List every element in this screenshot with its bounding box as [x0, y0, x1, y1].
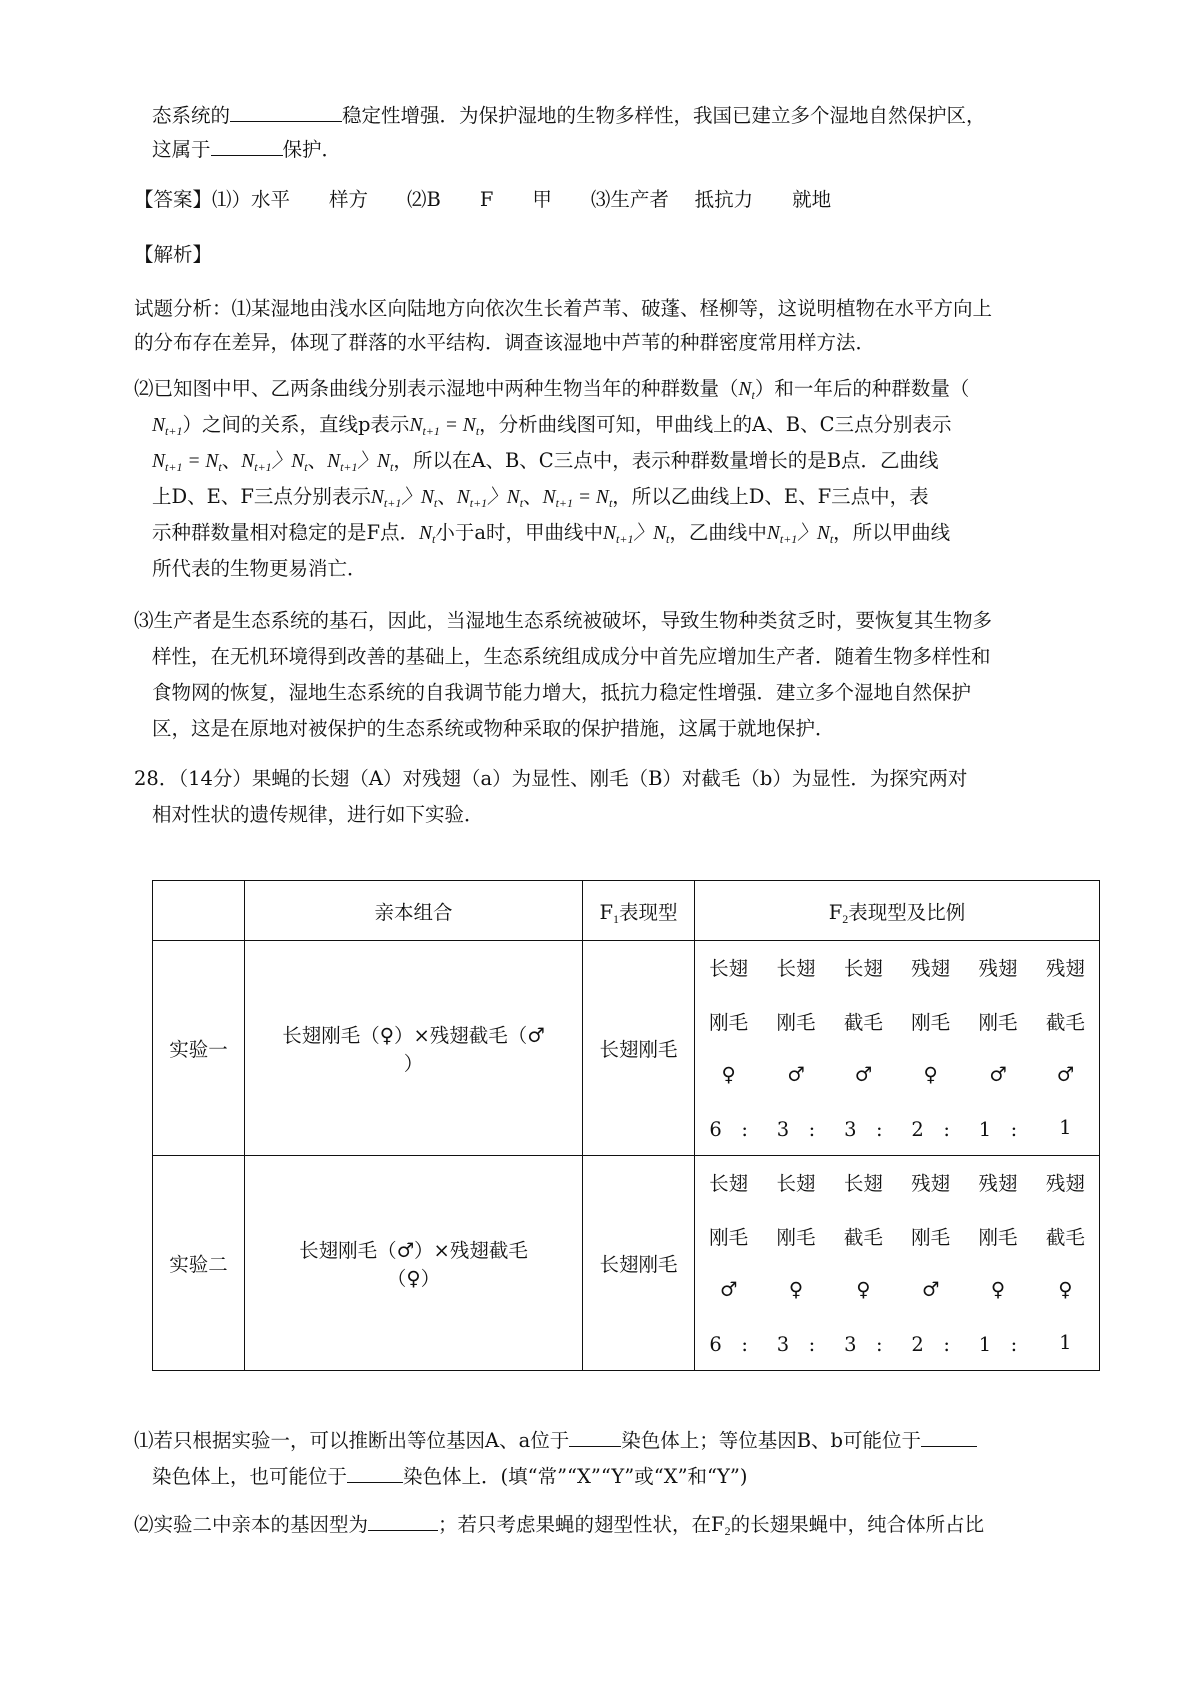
analysis-p2-line6: 所代表的生物更易消亡．: [152, 557, 367, 580]
table-row: [153, 941, 1100, 1156]
blank-protection-type: [211, 133, 283, 156]
f2-bristle: 截毛: [843, 1010, 883, 1034]
f2-sex: ♀: [923, 1062, 938, 1086]
blank-bb-chromosome-1: [921, 1424, 977, 1447]
f1-phenotype: 长翅刚毛: [583, 941, 695, 1156]
f2-ratio: 1 :: [978, 1332, 1018, 1356]
f2-ratio: 6 :: [709, 1332, 748, 1356]
blank-bb-chromosome-2: [347, 1460, 403, 1483]
f2-wing: 残翅: [1045, 1172, 1085, 1195]
analysis-p2-line5: 示种群数量相对稳定的是F点．$N_t$小于a时，甲曲线中$N_{t+1}$〉$N_t$，乙曲线中$N_{t+1}$〉$N_t$，所以甲曲线: [152, 521, 951, 546]
question-1-line2: 染色体上，也可能位于 染色体上．(填“常”“X”“Y”或“X”和“Y”): [152, 1460, 747, 1494]
analysis-p3-line3: 食物网的恢复，湿地生态系统的自我调节能力增大，抵抗力稳定性增强．建立多个湿地自然保护: [152, 681, 972, 704]
blank-stability-type: [230, 99, 342, 122]
f2-sex: ♂: [719, 1277, 738, 1301]
f2-wing: 残翅: [978, 957, 1018, 980]
experiment-table: [152, 880, 1100, 1371]
f2-bristle: 截毛: [843, 1225, 883, 1249]
f2-sex: ♂: [787, 1062, 805, 1086]
parents-cell: 长翅刚毛（♂）×残翅截毛 （♀）: [245, 1156, 583, 1371]
parents-cell: 长翅刚毛（♀）×残翅截毛（♂ ）: [245, 941, 583, 1156]
f2-wing: 长翅: [776, 957, 816, 980]
f2-ratio: 3 :: [776, 1332, 816, 1356]
f2-bristle: 刚毛: [978, 1225, 1018, 1249]
f2-sex: ♀: [856, 1277, 871, 1301]
f2-ratio: 1: [1059, 1331, 1072, 1354]
question-1-line1: ⑴若只根据实验一，可以推断出等位基因A、a位于 染色体上；等位基因B、b可能位于: [134, 1424, 977, 1458]
header-f2: $F_2$表现型及比例: [695, 881, 1100, 941]
header-f1: $F_1$表现型: [583, 881, 695, 941]
experiment-name: 实验一: [153, 941, 245, 1156]
f2-sex: ♂: [854, 1062, 873, 1086]
f2-cell: [695, 1156, 1100, 1371]
analysis-p1-line1: 试题分析：⑴某湿地由浅水区向陆地方向依次生长着芦苇、破蓬、柽柳等，这说明植物在水平方向上: [134, 297, 993, 320]
f2-bristle: 刚毛: [911, 1010, 951, 1034]
answer-text: ⑴）水平 样方 ⑵B F 甲 ⑶生产者 抵抗力 就地: [212, 188, 832, 211]
f2-ratio: 3 :: [844, 1332, 883, 1356]
f2-bristle: 刚毛: [776, 1010, 816, 1034]
analysis-p2-line2: $N_{t+1}$）之间的关系，直线p表示$N_{t+1} = N_t$，分析曲线图可知，甲曲线上的A、B、C三点分别表示: [152, 413, 952, 438]
f2-grid: [695, 941, 1099, 1155]
f2-wing: 残翅: [911, 1172, 951, 1195]
f2-ratio: 1 :: [978, 1117, 1018, 1141]
f2-wing: 残翅: [978, 1172, 1018, 1195]
analysis-label: 【解析】: [134, 243, 213, 266]
f2-bristle: 刚毛: [709, 1225, 749, 1249]
f2-wing: 长翅: [709, 1172, 749, 1195]
f2-wing: 长翅: [843, 957, 883, 980]
table-row: [153, 1156, 1100, 1371]
f2-ratio: 3 :: [776, 1117, 816, 1141]
f2-sex: ♀: [788, 1277, 804, 1301]
f2-bristle: 截毛: [1045, 1225, 1085, 1249]
analysis-p2-line4: 上D、E、F三点分别表示$N_{t+1}$〉$N_t$、$N_{t+1}$〉$N_t$、$N_{t+1} = N_t$，所以乙曲线上D、E、F三点中，表: [152, 485, 929, 510]
analysis-p1-line2: 的分布存在差异，体现了群落的水平结构．调查该湿地中芦苇的种群密度常用样方法．: [134, 331, 876, 354]
question-28-line2: 相对性状的遗传规律，进行如下实验．: [152, 803, 484, 826]
analysis-p2-line3: $N_{t+1} = N_t$、$N_{t+1}$〉$N_t$、$N_{t+1}$〉$N_t$，所以在A、B、C三点中，表示种群数量增长的是B点．乙曲线: [152, 449, 939, 474]
header-parents: 亲本组合: [245, 881, 583, 941]
f2-sex: ♂: [921, 1277, 940, 1301]
f2-ratio: 2 :: [911, 1332, 950, 1356]
f2-grid: [695, 1156, 1099, 1370]
f2-sex: ♀: [721, 1062, 736, 1086]
f2-sex: ♀: [990, 1277, 1006, 1301]
f2-cell: [695, 941, 1100, 1156]
question-28-line1: 28．（14分）果蝇的长翅（A）对残翅（a）为显性、刚毛（B）对截毛（b）为显性．为探究两对: [134, 767, 968, 790]
table-header-row: [153, 881, 1100, 941]
f1-phenotype: 长翅刚毛: [583, 1156, 695, 1371]
f2-wing: 残翅: [1045, 957, 1085, 980]
f2-bristle: 刚毛: [709, 1010, 749, 1034]
answer-line: [134, 183, 831, 217]
f2-sex: ♂: [1056, 1062, 1075, 1086]
f2-ratio: 1: [1059, 1116, 1072, 1139]
blank-aa-chromosome: [569, 1424, 621, 1447]
header-empty: [153, 881, 245, 941]
f2-sex: ♂: [989, 1062, 1007, 1086]
f2-ratio: 6 :: [709, 1117, 748, 1141]
f2-wing: 长翅: [776, 1172, 816, 1195]
blank-parent-genotype: [368, 1508, 438, 1531]
top-line-2: 这属于 保护．: [152, 133, 341, 167]
f2-bristle: 刚毛: [911, 1225, 951, 1249]
analysis-p3-line1: ⑶生产者是生态系统的基石，因此，当湿地生态系统被破坏，导致生物种类贫乏时，要恢复其生物多: [134, 609, 993, 632]
f2-bristle: 刚毛: [776, 1225, 816, 1249]
f2-bristle: 截毛: [1045, 1010, 1085, 1034]
analysis-p2-line1: ⑵已知图中甲、乙两条曲线分别表示湿地中两种生物当年的种群数量$(N_t)$和一年后的种群数量（: [134, 377, 970, 402]
f2-ratio: 2 :: [911, 1117, 950, 1141]
f2-wing: 残翅: [911, 957, 951, 980]
analysis-p3-line2: 样性，在无机环境得到改善的基础上，生态系统组成成分中首先应增加生产者．随着生物多样性和: [152, 645, 991, 668]
f2-bristle: 刚毛: [978, 1010, 1018, 1034]
answer-label: 【答案】: [134, 188, 213, 211]
f2-wing: 长翅: [709, 957, 749, 980]
f2-wing: 长翅: [843, 1172, 883, 1195]
experiment-name: 实验二: [153, 1156, 245, 1371]
f2-ratio: 3 :: [844, 1117, 883, 1141]
top-line-1: 态系统的 稳定性增强．为保护湿地的生物多样性，我国已建立多个湿地自然保护区，: [152, 99, 986, 133]
question-2-line1: ⑵实验二中亲本的基因型为 ；若只考虑果蝇的翅型性状，在$F_2$的长翅果蝇中，纯合体所占比: [134, 1508, 984, 1542]
f2-sex: ♀: [1058, 1277, 1073, 1301]
analysis-p3-line4: 区，这是在原地对被保护的生态系统或物种采取的保护措施，这属于就地保护．: [152, 717, 835, 740]
